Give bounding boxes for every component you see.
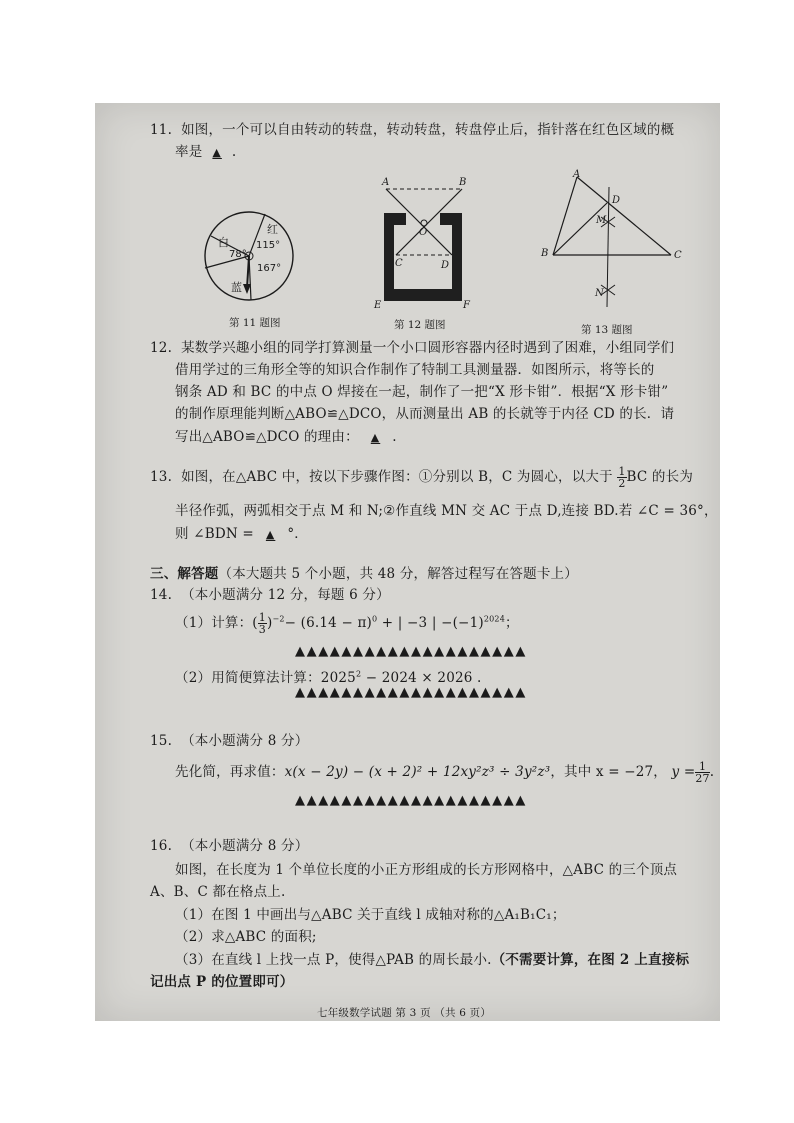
q14-answer-placeholder-2: ▲▲▲▲▲▲▲▲▲▲▲▲▲▲▲▲▲▲▲▲ (295, 685, 527, 700)
q14-answer-placeholder-1: ▲▲▲▲▲▲▲▲▲▲▲▲▲▲▲▲▲▲▲▲ (295, 644, 527, 659)
fig12-point-A: A (382, 177, 390, 188)
fig12-point-B: B (459, 177, 467, 188)
q13-line3: 则 ∠BDN = ▲ °． (175, 526, 308, 542)
q13-line2: 半径作弧，两弧相交于点 M 和 N;②作直线 MN 交 AC 于点 D,连接 BD.若 ∠C = 36°， (175, 503, 718, 519)
q11-answer-blank: ▲ (212, 146, 222, 159)
q14-part1: （1）计算：( $\frac{1}{3}$ )$^{-2}- (6.14 - \pi)^0$ + | −3 | $-(-1)^{2024}$； (175, 611, 519, 636)
q14-part2: （2）用简便算法计算：$2025^2 - 2024 \times 2026$ . (175, 669, 482, 686)
fig12-point-E: E (374, 300, 382, 311)
fig13-point-M: M (596, 215, 607, 226)
fig13-point-A: A (573, 169, 581, 180)
fig11-angle-78: 78° (229, 249, 247, 260)
q12-line4: 的制作原理能判断△ABO≌△DCO，从而测量出 AB 的长就等于内径 CD 的长．请 (175, 406, 675, 422)
fig11-caption: 第 11 题图 (229, 317, 281, 329)
section3-header: 三、解答题（本大题共 5 个小题，共 48 分，解答过程写在答题卡上） (150, 566, 578, 582)
fig13-point-D: D (612, 195, 621, 206)
fig11-label-blue: 蓝 (231, 281, 242, 294)
fig11-label-white: 白 (218, 236, 229, 249)
q16-line6: 记出点 P 的位置即可） (150, 974, 294, 990)
q16-line1: 如图，在长度为 1 个单位长度的小正方形组成的长方形网格中，△ABC 的三个顶点 (175, 862, 678, 878)
exam-page (95, 103, 720, 1021)
q12-line1: 12. 某数学兴趣小组的同学打算测量一个小口圆形容器内径时遇到了困难，小组同学们 (150, 340, 675, 356)
q15-header: 15. （本小题满分 8 分） (150, 733, 309, 749)
q16-line2: A、B、C 都在格点上. (150, 884, 286, 900)
fig13-point-B: B (541, 248, 549, 259)
q14-fraction: $\frac{1}{3}$ (258, 611, 266, 636)
page-footer: 七年级数学试题 第 3 页 （共 6 页） (317, 1007, 492, 1019)
q11-line2: 率是 ▲ . (175, 144, 237, 160)
fig11-angle-167: 167° (257, 263, 282, 274)
q13-line1: 13. 如图，在△ABC 中，按以下步骤作图：①分别以 B，C 为圆心，以大于 $\frac{1}{2}$ BC 的长为 (150, 465, 694, 490)
fig13-caption: 第 13 题图 (581, 324, 633, 336)
fig13-point-N: N (595, 288, 604, 299)
fig11-label-red: 红 (267, 223, 278, 236)
fig13-point-C: C (674, 250, 682, 261)
q14-header: 14. （本小题满分 12 分，每题 6 分） (150, 587, 390, 603)
q16-line4: （2）求△ABC 的面积; (175, 929, 317, 945)
q15-answer-placeholder: ▲▲▲▲▲▲▲▲▲▲▲▲▲▲▲▲▲▲▲▲ (295, 793, 527, 808)
fig12-point-O: O (419, 227, 428, 238)
fig12-point-F: F (463, 300, 470, 311)
q12-answer-blank: ▲ (370, 431, 381, 444)
q16-line5: （3）在直线 l 上找一点 P，使得△PAB 的周长最小.（不需要计算，在图 2 上直接标 (175, 952, 690, 968)
q12-line5: 写出△ABO≌△DCO 的理由： ▲ . (175, 429, 397, 445)
q16-line3: （1）在图 1 中画出与△ABC 关于直线 l 成轴对称的△A₁B₁C₁； (175, 907, 566, 923)
fig11-angle-115: 115° (256, 240, 281, 251)
fig12-point-C: C (395, 258, 403, 269)
q16-header: 16. （本小题满分 8 分） (150, 838, 309, 854)
fig12-caption: 第 12 题图 (394, 319, 446, 331)
q12-line3: 钢条 AD 和 BC 的中点 O 焊接在一起，制作了一把“X 形卡钳”．根据“X 形卡钳” (175, 384, 669, 400)
q15-fraction: $\frac{1}{27}$ (695, 760, 710, 785)
q13-fraction: $\frac{1}{2}$ (618, 465, 626, 490)
q13-answer-blank: ▲ (265, 528, 276, 541)
fig12-point-D: D (441, 260, 450, 271)
q11-line1: 11. 如图，一个可以自由转动的转盘，转动转盘，转盘停止后，指针落在红色区域的概 (150, 122, 675, 138)
q12-line2: 借用学过的三角形全等的知识合作制作了特制工具测量器．如图所示，将等长的 (175, 362, 655, 378)
fig12-calipers (370, 183, 480, 315)
q15-expression: 先化简，再求值：x(x − 2y) − (x + 2)² + 12xy²z³ ÷ 3y²z³，其中 x = −27， y = $\frac{1}{27}$ . (175, 760, 715, 785)
fig13-triangle (545, 173, 680, 313)
